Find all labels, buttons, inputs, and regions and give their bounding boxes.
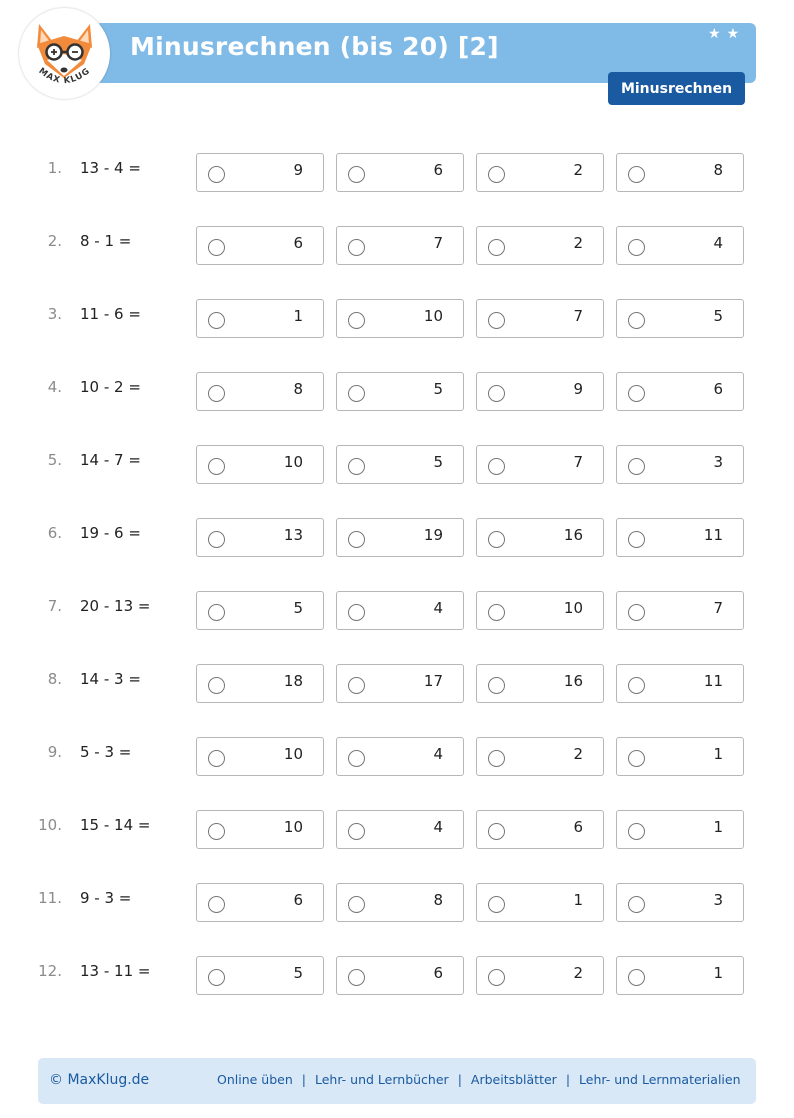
answer-option[interactable] xyxy=(616,372,744,411)
answer-option[interactable] xyxy=(196,810,324,849)
answer-value: 2 xyxy=(573,745,583,763)
answer-option[interactable] xyxy=(196,299,324,338)
footer-link-lehr-und-lernbuecher[interactable]: Lehr- und Lernbücher xyxy=(314,1072,449,1087)
exercise-row xyxy=(0,226,794,266)
exercise-equation: 19 - 6 = xyxy=(80,524,141,542)
answer-value: 6 xyxy=(433,161,443,179)
answer-option[interactable] xyxy=(476,372,604,411)
answer-value: 4 xyxy=(713,234,723,252)
exercise-equation: 13 - 11 = xyxy=(80,962,151,980)
radio-button[interactable] xyxy=(628,750,645,767)
radio-button[interactable] xyxy=(488,750,505,767)
answer-option[interactable] xyxy=(336,153,464,192)
radio-button[interactable] xyxy=(208,896,225,913)
difficulty-stars xyxy=(708,24,739,44)
footer-link-lehr-und-lernmaterialien[interactable]: Lehr- und Lernmaterialien xyxy=(579,1072,741,1087)
exercise-row xyxy=(0,956,794,996)
exercise-row xyxy=(0,883,794,923)
footer-separator: | xyxy=(301,1072,306,1087)
exercise-number: 7. xyxy=(47,597,62,615)
answer-value: 6 xyxy=(573,818,583,836)
answer-option[interactable] xyxy=(616,664,744,703)
radio-button[interactable] xyxy=(208,312,225,329)
answer-value: 1 xyxy=(713,745,723,763)
radio-button[interactable] xyxy=(488,312,505,329)
footer-separator: | xyxy=(457,1072,462,1087)
answer-value: 3 xyxy=(713,891,723,909)
exercise-number: 8. xyxy=(47,670,62,688)
radio-button[interactable] xyxy=(348,823,365,840)
exercise-number: 2. xyxy=(47,232,62,250)
answer-option[interactable] xyxy=(336,737,464,776)
answer-value: 7 xyxy=(573,453,583,471)
exercise-equation: 14 - 3 = xyxy=(80,670,141,688)
fox-icon xyxy=(19,8,110,99)
answer-value: 6 xyxy=(293,891,303,909)
radio-button[interactable] xyxy=(628,239,645,256)
answer-value: 8 xyxy=(293,380,303,398)
answer-option[interactable] xyxy=(616,518,744,557)
answer-option[interactable] xyxy=(336,518,464,557)
answer-value: 1 xyxy=(713,964,723,982)
radio-button[interactable] xyxy=(208,458,225,475)
exercise-row xyxy=(0,664,794,704)
radio-button[interactable] xyxy=(208,823,225,840)
radio-button[interactable] xyxy=(348,166,365,183)
radio-button[interactable] xyxy=(488,166,505,183)
answer-value: 4 xyxy=(433,745,443,763)
radio-button[interactable] xyxy=(348,604,365,621)
answer-option[interactable] xyxy=(196,226,324,265)
answer-option[interactable] xyxy=(196,956,324,995)
answer-value: 10 xyxy=(423,307,443,325)
answer-value: 2 xyxy=(573,964,583,982)
radio-button[interactable] xyxy=(628,823,645,840)
answer-value: 5 xyxy=(713,307,723,325)
answer-option[interactable] xyxy=(616,445,744,484)
answer-option[interactable] xyxy=(476,445,604,484)
footer-link-online-ueben[interactable]: Online üben xyxy=(217,1072,293,1087)
answer-value: 1 xyxy=(293,307,303,325)
answer-option[interactable] xyxy=(476,883,604,922)
radio-button[interactable] xyxy=(488,604,505,621)
topic-badge[interactable]: Minusrechnen xyxy=(608,72,745,105)
answer-value: 6 xyxy=(293,234,303,252)
radio-button[interactable] xyxy=(488,239,505,256)
exercise-equation: 15 - 14 = xyxy=(80,816,151,834)
radio-button[interactable] xyxy=(628,604,645,621)
exercise-equation: 13 - 4 = xyxy=(80,159,141,177)
answer-value: 5 xyxy=(433,453,443,471)
answer-value: 16 xyxy=(563,672,583,690)
answer-option[interactable] xyxy=(336,956,464,995)
radio-button[interactable] xyxy=(628,385,645,402)
exercise-row xyxy=(0,737,794,777)
radio-button[interactable] xyxy=(208,385,225,402)
radio-button[interactable] xyxy=(488,823,505,840)
answer-value: 4 xyxy=(433,818,443,836)
radio-button[interactable] xyxy=(208,239,225,256)
answer-value: 19 xyxy=(423,526,443,544)
radio-button[interactable] xyxy=(348,896,365,913)
exercise-number: 3. xyxy=(47,305,62,323)
exercise-equation: 11 - 6 = xyxy=(80,305,141,323)
footer-separator: | xyxy=(565,1072,571,1087)
answer-option[interactable] xyxy=(616,591,744,630)
radio-button[interactable] xyxy=(628,166,645,183)
answer-value: 10 xyxy=(283,818,303,836)
radio-button[interactable] xyxy=(628,458,645,475)
answer-option[interactable] xyxy=(336,445,464,484)
logo-text: MAX KLUG xyxy=(36,66,93,87)
answer-option[interactable] xyxy=(196,883,324,922)
exercise-row xyxy=(0,445,794,485)
radio-button[interactable] xyxy=(488,677,505,694)
answer-option[interactable] xyxy=(196,591,324,630)
radio-button[interactable] xyxy=(348,458,365,475)
answer-option[interactable] xyxy=(616,153,744,192)
answer-value: 7 xyxy=(433,234,443,252)
answer-option[interactable] xyxy=(616,226,744,265)
exercise-number: 12. xyxy=(38,962,62,980)
exercise-equation: 20 - 13 = xyxy=(80,597,151,615)
footer-link-arbeitsblaetter[interactable]: Arbeitsblätter xyxy=(470,1072,557,1087)
answer-value: 2 xyxy=(573,234,583,252)
radio-button[interactable] xyxy=(208,969,225,986)
answer-option[interactable] xyxy=(616,810,744,849)
answer-option[interactable] xyxy=(336,226,464,265)
radio-button[interactable] xyxy=(208,166,225,183)
answer-option[interactable] xyxy=(616,956,744,995)
answer-value: 7 xyxy=(713,599,723,617)
exercise-equation: 10 - 2 = xyxy=(80,378,141,396)
answer-value: 1 xyxy=(573,891,583,909)
exercise-number: 5. xyxy=(47,451,62,469)
answer-value: 8 xyxy=(433,891,443,909)
answer-value: 3 xyxy=(713,453,723,471)
answer-value: 9 xyxy=(293,161,303,179)
exercise-equation: 8 - 1 = xyxy=(80,232,132,250)
exercise-number: 11. xyxy=(38,889,62,907)
radio-button[interactable] xyxy=(348,312,365,329)
answer-option[interactable] xyxy=(476,226,604,265)
answer-option[interactable] xyxy=(476,591,604,630)
radio-button[interactable] xyxy=(628,969,645,986)
copyright-link[interactable]: © MaxKlug.de xyxy=(49,1072,150,1088)
exercise-row xyxy=(0,518,794,558)
answer-value: 9 xyxy=(573,380,583,398)
answer-option[interactable] xyxy=(336,810,464,849)
answer-value: 5 xyxy=(293,964,303,982)
answer-value: 18 xyxy=(283,672,303,690)
exercise-equation: 5 - 3 = xyxy=(80,743,132,761)
star-icon: ★ xyxy=(708,26,721,42)
radio-button[interactable] xyxy=(348,750,365,767)
answer-option[interactable] xyxy=(336,664,464,703)
answer-value: 8 xyxy=(713,161,723,179)
star-icon: ★ xyxy=(726,26,740,42)
answer-option[interactable] xyxy=(196,664,324,703)
radio-button[interactable] xyxy=(208,531,225,548)
answer-option[interactable] xyxy=(196,153,324,192)
answer-option[interactable] xyxy=(476,518,604,557)
answer-option[interactable] xyxy=(196,737,324,776)
answer-value: 11 xyxy=(703,672,723,690)
answer-option[interactable] xyxy=(336,299,464,338)
answer-option[interactable] xyxy=(616,299,744,338)
answer-option[interactable] xyxy=(196,372,324,411)
radio-button[interactable] xyxy=(208,677,225,694)
answer-option[interactable] xyxy=(336,591,464,630)
answer-value: 10 xyxy=(283,745,303,763)
radio-button[interactable] xyxy=(488,531,505,548)
exercise-row xyxy=(0,372,794,412)
answer-option[interactable] xyxy=(476,737,604,776)
answer-value: 17 xyxy=(423,672,443,690)
radio-button[interactable] xyxy=(208,750,225,767)
answer-option[interactable] xyxy=(336,372,464,411)
answer-option[interactable] xyxy=(196,445,324,484)
exercise-number: 4. xyxy=(47,378,62,396)
answer-value: 11 xyxy=(703,526,723,544)
answer-option[interactable] xyxy=(476,299,604,338)
answer-option[interactable] xyxy=(476,664,604,703)
footer xyxy=(38,1058,756,1104)
radio-button[interactable] xyxy=(348,385,365,402)
exercise-equation: 9 - 3 = xyxy=(80,889,132,907)
answer-value: 5 xyxy=(293,599,303,617)
radio-button[interactable] xyxy=(348,677,365,694)
answer-value: 7 xyxy=(573,307,583,325)
exercise-number: 9. xyxy=(47,743,62,761)
exercise-row xyxy=(0,153,794,193)
exercise-equation: 14 - 7 = xyxy=(80,451,141,469)
radio-button[interactable] xyxy=(488,969,505,986)
answer-option[interactable] xyxy=(476,810,604,849)
radio-button[interactable] xyxy=(488,385,505,402)
maxklug-logo xyxy=(19,8,110,99)
answer-option[interactable] xyxy=(476,153,604,192)
answer-option[interactable] xyxy=(336,883,464,922)
radio-button[interactable] xyxy=(348,531,365,548)
radio-button[interactable] xyxy=(488,896,505,913)
radio-button[interactable] xyxy=(628,677,645,694)
page-title: Minusrechnen (bis 20) [2] xyxy=(130,32,499,61)
exercise-number: 1. xyxy=(47,159,62,177)
answer-value: 16 xyxy=(563,526,583,544)
answer-value: 10 xyxy=(283,453,303,471)
exercise-row xyxy=(0,299,794,339)
exercise-number: 6. xyxy=(47,524,62,542)
answer-option[interactable] xyxy=(616,883,744,922)
answer-value: 13 xyxy=(283,526,303,544)
radio-button[interactable] xyxy=(628,312,645,329)
answer-option[interactable] xyxy=(196,518,324,557)
radio-button[interactable] xyxy=(348,239,365,256)
radio-button[interactable] xyxy=(628,531,645,548)
answer-value: 4 xyxy=(433,599,443,617)
answer-value: 6 xyxy=(433,964,443,982)
radio-button[interactable] xyxy=(488,458,505,475)
radio-button[interactable] xyxy=(628,896,645,913)
answer-value: 1 xyxy=(713,818,723,836)
radio-button[interactable] xyxy=(208,604,225,621)
exercise-number: 10. xyxy=(38,816,62,834)
footer-links xyxy=(217,1072,741,1087)
answer-value: 5 xyxy=(433,380,443,398)
answer-option[interactable] xyxy=(616,737,744,776)
answer-value: 10 xyxy=(563,599,583,617)
answer-option[interactable] xyxy=(476,956,604,995)
radio-button[interactable] xyxy=(348,969,365,986)
answer-value: 2 xyxy=(573,161,583,179)
exercise-row xyxy=(0,591,794,631)
exercise-row xyxy=(0,810,794,850)
answer-value: 6 xyxy=(713,380,723,398)
